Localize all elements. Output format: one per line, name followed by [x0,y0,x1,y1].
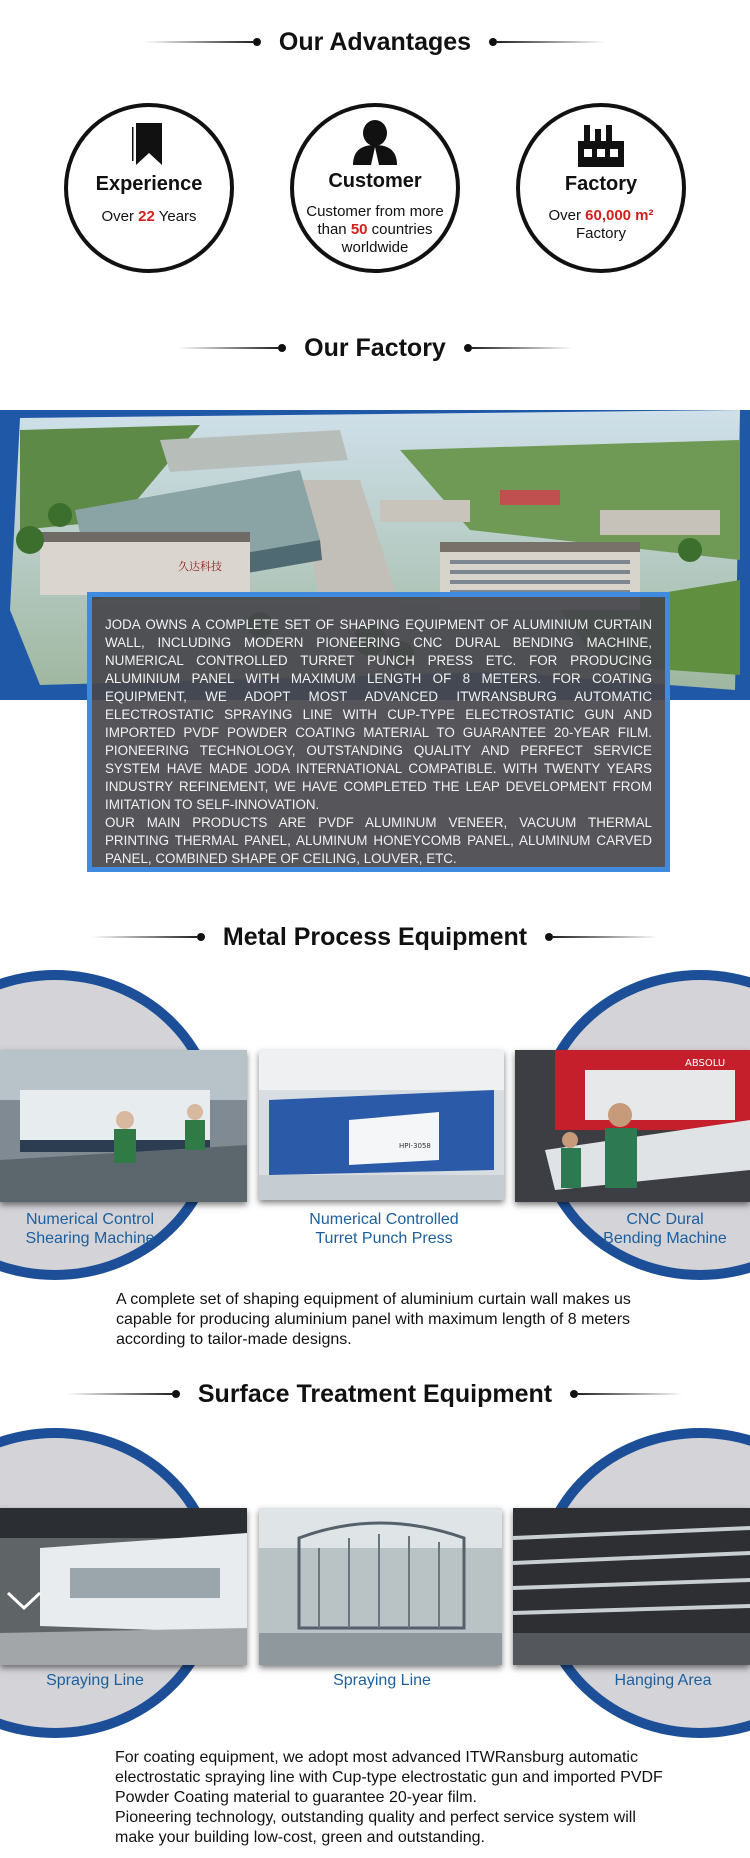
factory-heading: Our Factory [304,333,446,362]
section-title-surface [0,1374,750,1414]
caption-spraying-line-2: Spraying Line [333,1672,431,1689]
advantages-heading: Our Advantages [278,27,472,56]
title-dot-left [197,933,205,941]
title-rule-left [178,347,278,349]
advantage-text: Over 22 Years [101,208,197,225]
section-title-factory [0,328,750,368]
caption-bending-machine: CNC Dural Bending Machine [603,1211,727,1247]
turret-punch-photo [259,1050,504,1200]
advantage-text: Over 60,000 m² Factory [548,207,654,242]
caption-spraying-line-1: Spraying Line [46,1672,144,1689]
title-dot-left [253,38,261,46]
title-dot-right [545,933,553,941]
title-dot-right [489,38,497,46]
advantage-heading: Customer [328,170,422,192]
surface-heading: Surface Treatment Equipment [197,1379,553,1408]
title-rule-left [145,41,253,43]
title-dot-left [172,1390,180,1398]
section-title-advantages [0,22,750,62]
title-rule-right [497,41,605,43]
surface-description: For coating equipment, we adopt most advanced ITWRansburg automatic electrostatic spraying line with Cup-type electrostatic gun and imported PVDF Powder Coating material to guarantee 20-year film. Pioneering technology, outstanding quality and perfect service system will make your building low-cost, green and outstanding. [115,1749,663,1846]
advantage-customer [290,103,460,273]
spraying-line-photo-2 [259,1508,502,1665]
factory-products: OUR MAIN PRODUCTS ARE PVDF ALUMINUM VENEER, VACUUM THERMAL PRINTING THERMAL PANEL, ALUMINUM HONEYCOMB PANEL, ALUMINUM CARVED PANEL, COMBINED SHAPE OF CEILING, LOUVER, ETC. [105,815,652,866]
metal-heading: Metal Process Equipment [222,922,528,951]
factory-description-box [87,592,670,872]
caption-hanging-area: Hanging Area [614,1672,712,1689]
bending-machine-photo [515,1050,750,1202]
spraying-line-photo-1 [0,1508,247,1665]
bookmark-icon [132,123,166,165]
section-title-metal [0,917,750,957]
title-dot-left [278,344,286,352]
title-rule-left [67,1393,172,1395]
caption-turret-punch: Numerical Controlled Turret Punch Press [309,1211,459,1247]
title-rule-left [92,936,197,938]
customer-icon [351,119,399,165]
shearing-machine-photo [0,1050,247,1202]
title-dot-right [464,344,472,352]
title-rule-right [578,1393,683,1395]
advantage-text: Customer from more than 50 countries worldwide [306,203,444,256]
title-rule-right [472,347,572,349]
metal-description: A complete set of shaping equipment of aluminium curtain wall makes us capable for producing aluminium panel with maximum length of 8 meters according to tailor-made designs. [116,1291,631,1348]
factory-icon [578,125,624,167]
caption-shearing-machine: Numerical Control Shearing Machine [25,1211,155,1247]
advantage-factory [516,103,686,273]
brand-label: ABSOLU [685,1058,726,1069]
factory-description: JODA OWNS A COMPLETE SET OF SHAPING EQUIPMENT OF ALUMINIUM CURTAIN WALL, INCLUDING MODERN PIONEERING CNC DURAL BENDING MACHINE, NUMERICAL CONTROLLED TURRET PUNCH PRESS ETC. FOR PRODUCING ALUMINIUM PANEL WITH MAXIMUM LENGTH OF 8 METERS. FOR COATING EQUIPMENT, WE ADOPT MOST ADVANCED ITWRANSBURG AUTOMATIC ELECTROSTATIC SPRAYING LINE WITH CUP-TYPE ELECTROSTATIC GUN AND IMPORTED PVDF POWDER COATING MATERIAL TO GUARANTEE 20-YEAR FILM. PIONEERING TECHNOLOGY, OUTSTANDING QUALITY AND PERFECT SERVICE SYSTEM HAVE MADE JODA INTERNATIONAL COMPATIBLE. WITH TWENTY YEARS INDUSTRY REFINEMENT, WE HAVE COMPLETED THE LEAP DEVELOPMENT FROM IMITATION TO SELF-INNOVATION. [105,617,652,812]
hanging-area-photo [513,1508,750,1665]
advantage-experience [64,103,234,273]
title-rule-right [553,936,658,938]
title-dot-right [570,1390,578,1398]
advantage-heading: Experience [95,173,203,195]
machine-model-label: HPI-3058 [399,1142,431,1150]
factory-sign-text: 久达科技 [178,560,222,573]
advantage-heading: Factory [564,173,638,195]
